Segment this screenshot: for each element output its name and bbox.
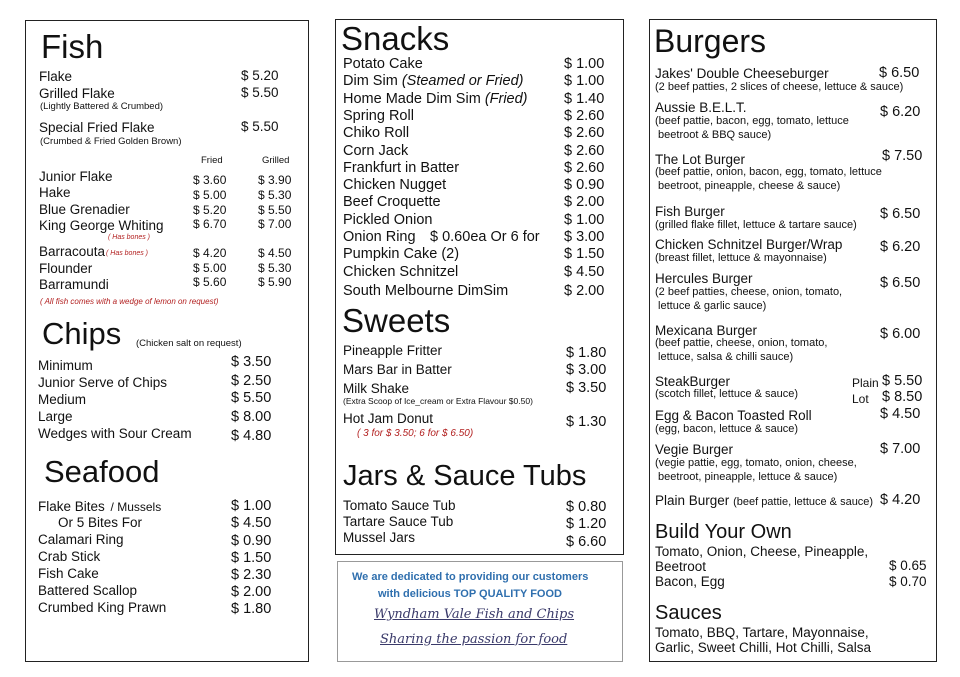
fish-table-name: Flounder [39, 261, 93, 276]
chips-item-name: Medium [38, 392, 87, 407]
chips-item-name: Junior Serve of Chips [38, 375, 168, 390]
fish-table-fried: $ 5.60 [193, 275, 227, 289]
fish-table-fried: $ 4.20 [193, 246, 227, 260]
snacks-item-price: $ 2.00 [564, 194, 605, 210]
burger-desc: (2 beef patties, cheese, onion, tomato, lettuce & garlic sauce) [655, 286, 843, 312]
fish-table-name: Barracouta [39, 244, 106, 259]
fish-table-fried: $ 5.00 [193, 188, 227, 202]
burger-price: $ 7.50 [882, 148, 923, 164]
burger-name: Jakes' Double Cheeseburger [655, 66, 829, 81]
snacks-title: Snacks [341, 20, 450, 57]
burger-price: $ 6.00 [880, 326, 921, 342]
seafood-item-price: $ 1.50 [231, 550, 272, 566]
sweets-item-note: ( 3 for $ 3.50; 6 for $ 6.50) [357, 428, 474, 439]
burger-desc: (beef pattie, onion, bacon, egg, tomato, lettuce beetroot, pineapple, cheese & sauce) [655, 166, 882, 192]
fish-table-name: Hake [39, 185, 71, 200]
chips-item-price: $ 8.00 [231, 409, 272, 425]
snacks-item-name: Spring Roll [343, 108, 414, 124]
burger-price: $ 6.20 [880, 239, 921, 255]
burger-price: $ 4.20 [880, 492, 921, 508]
sweets-item-name: Pineapple Fritter [343, 343, 443, 358]
snacks-item-name: Corn Jack [343, 143, 409, 159]
burger-name: SteakBurger [655, 374, 731, 389]
seafood-item-name: Crumbed King Prawn [38, 600, 167, 615]
sweets-item-price: $ 3.00 [566, 362, 607, 378]
fish-table-grilled: $ 4.50 [258, 246, 292, 260]
sweets-title: Sweets [342, 302, 451, 339]
snacks-item-price: $ 2.60 [564, 143, 605, 159]
fish-item-note: (Lightly Battered & Crumbed) [40, 101, 164, 112]
seafood-item-price: $ 1.80 [231, 601, 272, 617]
seafood-title: Seafood [44, 454, 160, 489]
chips-title: Chips [42, 316, 122, 351]
fish-table-grilled: $ 5.30 [258, 188, 292, 202]
seafood-item-name: Fish Cake [38, 566, 99, 581]
snacks-item-name: Chiko Roll [343, 125, 410, 141]
build-price: $ 0.65 [889, 558, 927, 573]
burger-name: Mexicana Burger [655, 323, 758, 338]
build-your-own-title: Build Your Own [655, 521, 792, 543]
fried-column-header: Fried [201, 155, 223, 166]
fish-item-name: Grilled Flake [39, 86, 115, 101]
fish-item-price: $ 5.50 [241, 119, 279, 134]
snacks-item-name: Potato Cake [343, 56, 423, 72]
burger-desc: (beef pattie, cheese, onion, tomato, lettuce, salsa & chilli sauce) [655, 337, 828, 363]
chips-item-price: $ 5.50 [231, 390, 272, 406]
fish-item-note: (Crumbed & Fried Golden Brown) [40, 136, 182, 147]
fish-table-name: King George Whiting [39, 218, 164, 233]
seafood-item-name: Battered Scallop [38, 583, 138, 598]
sweets-item-price: $ 1.30 [566, 414, 607, 430]
burger-price: $ 6.50 [880, 206, 921, 222]
chips-item-price: $ 4.80 [231, 428, 272, 444]
snacks-item-name: Onion Ring [343, 229, 416, 245]
snacks-item-name: Pickled Onion [343, 212, 433, 228]
snacks-item-price: $ 2.00 [564, 283, 605, 299]
fish-item-name: Flake [39, 69, 73, 84]
sweets-item-note: (Extra Scoop of Ice_cream or Extra Flavour $0.50) [343, 396, 533, 406]
burger-price: $ 6.50 [879, 65, 920, 81]
jars-item-price: $ 1.20 [566, 516, 607, 532]
fish-table-tag: ( Has bones ) [108, 234, 151, 241]
burger-desc: (scotch fillet, lettuce & sauce) [655, 388, 799, 400]
promo-line: with delicious TOP QUALITY FOOD [378, 588, 562, 600]
burger-desc: (vegie pattie, egg, tomato, onion, cheese, beetroot, pineapple, lettuce & sauce) [655, 457, 857, 483]
snacks-item-name: South Melbourne DimSim [343, 283, 509, 299]
burger-plain-price: $ 5.50 [882, 373, 923, 389]
sauces-title: Sauces [655, 602, 722, 624]
burger-desc: (beef pattie, bacon, egg, tomato, lettuce beetroot & BBQ sauce) [655, 115, 849, 141]
fish-table-grilled: $ 5.50 [258, 203, 292, 217]
build-line: Bacon, Egg [655, 574, 725, 589]
snacks-item-price: $ 1.00 [564, 56, 605, 72]
fish-table-fried: $ 5.20 [193, 203, 227, 217]
fish-footnote: ( All fish comes with a wedge of lemon on request) [40, 297, 219, 306]
snacks-item-price: $ 2.60 [564, 160, 605, 176]
burger-lot-label: Lot [852, 392, 869, 406]
chips-item-price: $ 2.50 [231, 373, 272, 389]
snacks-item-price: $ 1.40 [564, 91, 605, 107]
seafood-item-price: $ 2.00 [231, 584, 272, 600]
burgers-title: Burgers [654, 23, 767, 59]
fish-table-name: Junior Flake [39, 169, 113, 184]
jars-title: Jars & Sauce Tubs [343, 460, 587, 492]
promo-shop-name: Wyndham Vale Fish and Chips [374, 607, 575, 622]
fish-table-fried: $ 6.70 [193, 217, 227, 231]
sweets-item-name: Mars Bar in Batter [343, 362, 452, 377]
fish-table-fried: $ 5.00 [193, 261, 227, 275]
seafood-item-price: $ 1.00 [231, 498, 272, 514]
promo-tagline: Sharing the passion for food [380, 632, 568, 647]
snacks-item-price: $ 4.50 [564, 264, 605, 280]
burger-name: Chicken Schnitzel Burger/Wrap [655, 237, 843, 252]
seafood-item-name: Or 5 Bites For [58, 515, 143, 530]
chips-item-name: Minimum [38, 358, 93, 373]
burger-price: $ 7.00 [880, 441, 921, 457]
snacks-item-name: Pumpkin Cake (2) [343, 246, 460, 262]
sauces-line: Tomato, BBQ, Tartare, Mayonnaise, [655, 625, 869, 640]
fish-table-name: Barramundi [39, 277, 109, 292]
seafood-item-name: Calamari Ring [38, 532, 124, 547]
fish-title: Fish [41, 28, 104, 65]
burger-price: $ 6.50 [880, 275, 921, 291]
sweets-item-name: Hot Jam Donut [343, 411, 434, 426]
build-line: Beetroot [655, 559, 707, 574]
chips-item-price: $ 3.50 [231, 354, 272, 370]
fish-table-fried: $ 3.60 [193, 173, 227, 187]
burger-name: Egg & Bacon Toasted Roll [655, 408, 812, 423]
sweets-item-price: $ 1.80 [566, 345, 607, 361]
jars-item-name: Tartare Sauce Tub [343, 514, 454, 529]
burger-name: Hercules Burger [655, 271, 753, 286]
sweets-item-name: Milk Shake [343, 381, 410, 396]
snacks-item-mid: $ 0.60ea Or 6 for [430, 229, 540, 245]
burger-name: Plain Burger (beef pattie, lettuce & sauce) [655, 493, 874, 508]
jars-item-price: $ 0.80 [566, 499, 607, 515]
snacks-item-name: Dim Sim (Steamed or Fried) [343, 73, 524, 89]
grilled-column-header: Grilled [262, 155, 290, 166]
fish-table-tag: ( Has bones ) [106, 250, 149, 257]
fish-table-grilled: $ 5.90 [258, 275, 292, 289]
snacks-item-name: Frankfurt in Batter [343, 160, 460, 176]
jars-item-name: Tomato Sauce Tub [343, 498, 456, 513]
seafood-item-price: $ 0.90 [231, 533, 272, 549]
snacks-item-price: $ 2.60 [564, 125, 605, 141]
burger-price: $ 6.20 [880, 104, 921, 120]
jars-item-name: Mussel Jars [343, 530, 416, 545]
burger-name: Fish Burger [655, 204, 725, 219]
fish-item-name: Special Fried Flake [39, 120, 155, 135]
chips-item-name: Wedges with Sour Cream [38, 426, 192, 441]
snacks-item-name: Chicken Schnitzel [343, 264, 459, 280]
burger-desc: (breast fillet, lettuce & mayonnaise) [655, 252, 827, 264]
burger-lot-price: $ 8.50 [882, 389, 923, 405]
seafood-item-name: Crab Stick [38, 549, 101, 564]
burger-name: Vegie Burger [655, 442, 734, 457]
snacks-item-price: $ 3.00 [564, 229, 605, 245]
burger-name: Aussie B.E.L.T. [655, 100, 747, 115]
seafood-item-price: $ 2.30 [231, 567, 272, 583]
snacks-item-price: $ 1.00 [564, 73, 605, 89]
snacks-item-name: Home Made Dim Sim (Fried) [343, 91, 528, 107]
burger-name: The Lot Burger [655, 152, 746, 167]
seafood-item-price: $ 4.50 [231, 515, 272, 531]
chips-note: (Chicken salt on request) [136, 338, 242, 349]
snacks-item-price: $ 1.00 [564, 212, 605, 228]
fish-table-grilled: $ 5.30 [258, 261, 292, 275]
snacks-item-price: $ 2.60 [564, 108, 605, 124]
snacks-item-name: Beef Croquette [343, 194, 441, 210]
build-price: $ 0.70 [889, 574, 927, 589]
snacks-item-name: Chicken Nugget [343, 177, 447, 193]
seafood-item-name: Flake Bites / Mussels [38, 499, 162, 514]
snacks-item-price: $ 0.90 [564, 177, 605, 193]
fish-table-grilled: $ 3.90 [258, 173, 292, 187]
burger-price: $ 4.50 [880, 406, 921, 422]
sauces-line: Garlic, Sweet Chilli, Hot Chilli, Salsa [655, 640, 872, 655]
jars-item-price: $ 6.60 [566, 534, 607, 550]
burger-desc: (2 beef patties, 2 slices of cheese, lettuce & sauce) [655, 81, 904, 93]
burger-desc: (grilled flake fillet, lettuce & tartare sauce) [655, 219, 857, 231]
build-line: Tomato, Onion, Cheese, Pineapple, [655, 544, 869, 559]
burger-plain-label: Plain [852, 376, 879, 390]
fish-table-grilled: $ 7.00 [258, 217, 292, 231]
snacks-item-price: $ 1.50 [564, 246, 605, 262]
fish-item-price: $ 5.50 [241, 85, 279, 100]
burger-desc: (egg, bacon, lettuce & sauce) [655, 423, 799, 435]
chips-item-name: Large [38, 409, 73, 424]
fish-table-name: Blue Grenadier [39, 202, 130, 217]
promo-line: We are dedicated to providing our customers [352, 571, 589, 583]
sweets-item-price: $ 3.50 [566, 380, 607, 396]
fish-item-price: $ 5.20 [241, 68, 279, 83]
